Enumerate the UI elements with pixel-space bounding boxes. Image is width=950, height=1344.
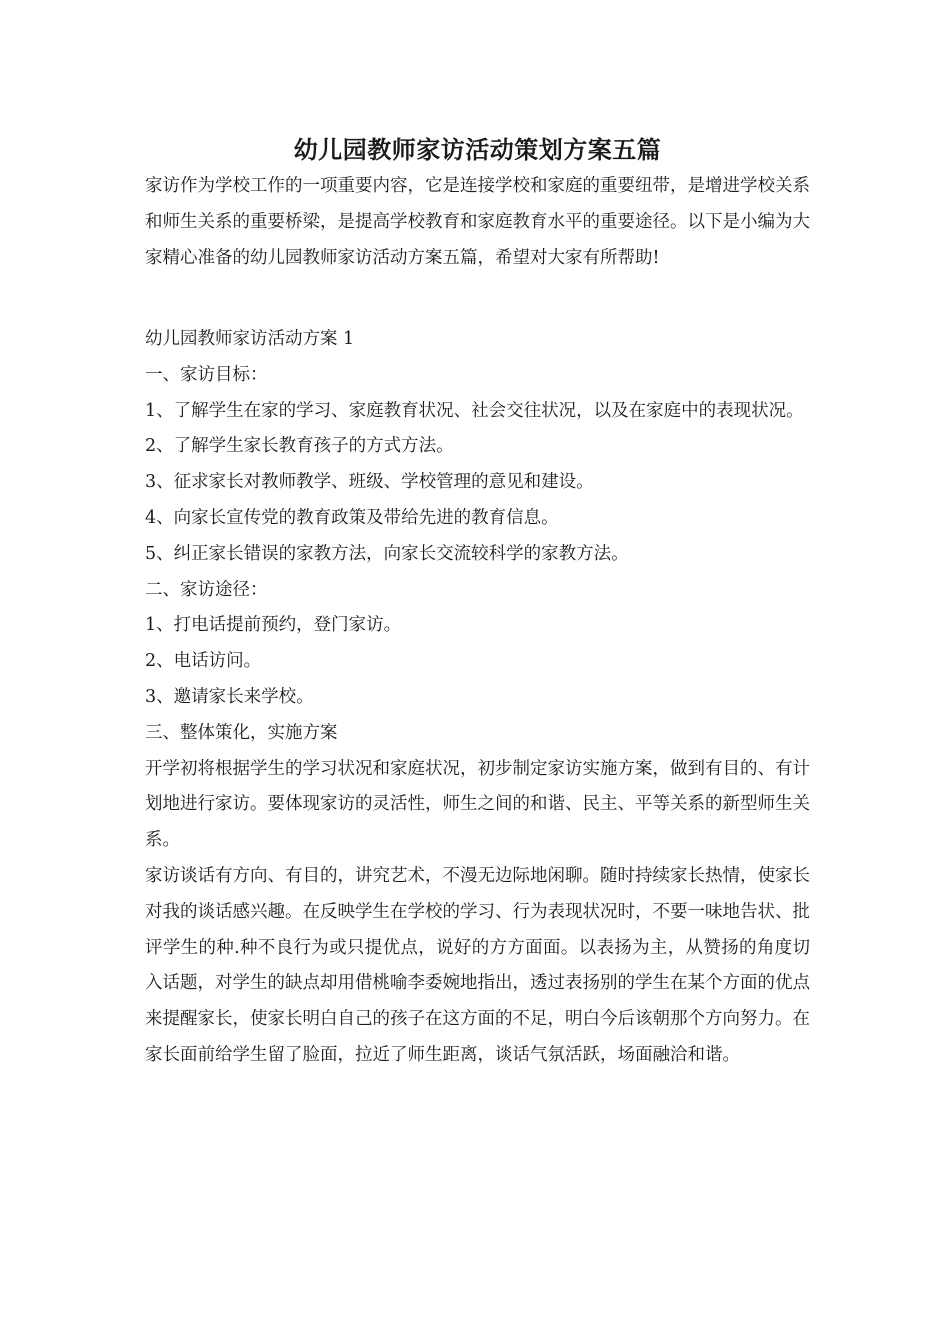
goal-item-4: 4、向家长宣传党的教育政策及带给先进的教育信息。: [145, 507, 559, 528]
way-item-1: 1、打电话提前预约，登门家访。: [145, 615, 402, 636]
intro-paragraph: 家访作为学校工作的一项重要内容，它是连接学校和家庭的重要纽带，是增进学校关系和师生关系的重要桥梁，是提高学校教育和家庭教育水平的重要途径。以下是小编为大家精心准备的幼儿园教师家访活动方案五篇，希望对大家有所帮助!: [145, 176, 810, 268]
goal-item-2: 2、了解学生家长教育孩子的方式方法。: [145, 436, 454, 457]
goal-item-1: 1、了解学生在家的学习、家庭教育状况、社会交往状况，以及在家庭中的表现状况。: [145, 400, 804, 421]
way-item-3: 3、邀请家长来学校。: [145, 686, 314, 707]
plan-paragraph-2: 家访谈话有方向、有目的，讲究艺术，不漫无边际地闲聊。随时持续家长热情，使家长对我的谈话感兴趣。在反映学生在学校的学习、行为表现状况时，不要一味地告状、批评学生的种.种不良行为或只提优点，说好的方方面面。以表扬为主，从赞扬的角度切入话题，对学生的缺点却用借桃喻李委婉地指出，透过表扬别的学生在某个方面的优点来提醒家长，使家长明白自己的孩子在这方面的不足，明白今后该朝那个方向努力。在家长面前给学生留了脸面，拉近了师生距离，谈话气氛活跃，场面融洽和谐。: [145, 865, 810, 1065]
section-heading: 幼儿园教师家访活动方案 1: [145, 329, 355, 349]
document-title: 幼儿园教师家访活动策划方案五篇: [293, 135, 662, 164]
plan-heading: 三、整体策化，实施方案: [145, 722, 338, 743]
plan-paragraph-1: 开学初将根据学生的学习状况和家庭状况，初步制定家访实施方案，做到有目的、有计划地进行家访。要体现家访的灵活性，师生之间的和谐、民主、平等关系的新型师生关系。: [145, 758, 810, 851]
ways-heading: 二、家访途径：: [145, 579, 268, 600]
goal-item-5: 5、纠正家长错误的家教方法，向家长交流较科学的家教方法。: [145, 543, 629, 564]
way-item-2: 2、电话访问。: [145, 651, 262, 672]
goal-item-3: 3、征求家长对教师教学、班级、学校管理的意见和建设。: [145, 472, 594, 493]
goals-heading: 一、家访目标：: [145, 364, 268, 385]
paragraph-spacer: [145, 276, 810, 322]
